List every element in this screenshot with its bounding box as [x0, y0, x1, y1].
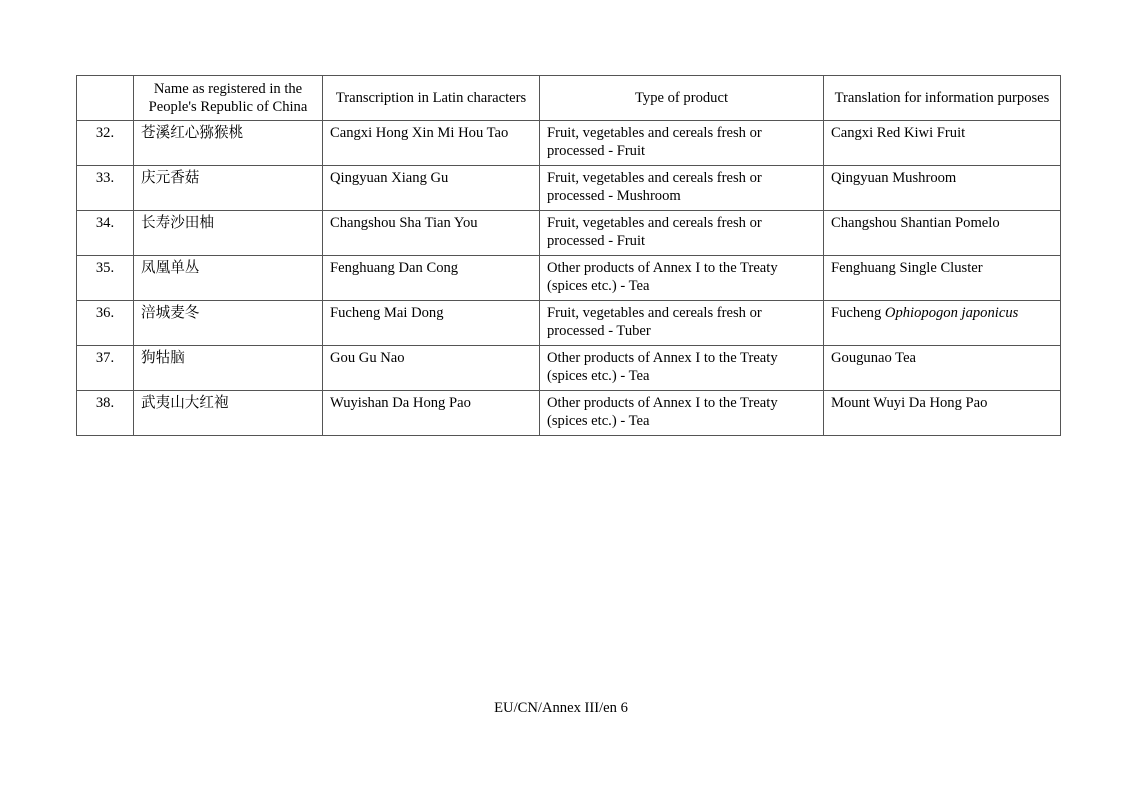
row-translation: Mount Wuyi Da Hong Pao: [824, 391, 1061, 436]
row-type: [540, 346, 824, 391]
header-name: Name as registered in the People's Republic of China: [134, 76, 323, 121]
row-type-line: Other products of Annex I to the Treaty: [547, 260, 778, 276]
row-type-line: processed - Tuber: [547, 323, 651, 339]
row-number: 33.: [77, 166, 134, 211]
header-number: [77, 76, 134, 121]
row-name: 凤凰单丛: [134, 256, 323, 301]
row-type-line: Other products of Annex I to the Treaty: [547, 395, 778, 411]
row-translation: Qingyuan Mushroom: [824, 166, 1061, 211]
row-translation: Fenghuang Single Cluster: [824, 256, 1061, 301]
table-row: [77, 211, 1061, 256]
table-row: [77, 121, 1061, 166]
row-type: [540, 301, 824, 346]
row-name: 武夷山大红袍: [134, 391, 323, 436]
row-type-line: processed - Fruit: [547, 233, 646, 249]
row-number: 38.: [77, 391, 134, 436]
row-type: [540, 256, 824, 301]
row-translation-prefix: Fucheng: [831, 305, 885, 321]
row-number: 37.: [77, 346, 134, 391]
table-row: [77, 166, 1061, 211]
row-transcription: Fucheng Mai Dong: [323, 301, 540, 346]
table-row: [77, 301, 1061, 346]
row-type-line: (spices etc.) - Tea: [547, 368, 650, 384]
row-number: 36.: [77, 301, 134, 346]
row-name: 狗牯脑: [134, 346, 323, 391]
row-type-line: Fruit, vegetables and cereals fresh or: [547, 215, 762, 231]
row-name: 苍溪红心猕猴桃: [134, 121, 323, 166]
row-translation-italic: Ophiopogon japonicus: [884, 305, 1019, 321]
row-type: [540, 121, 824, 166]
row-type-line: processed - Mushroom: [547, 188, 681, 204]
row-type-line: Fruit, vegetables and cereals fresh or: [547, 170, 762, 186]
page-footer: EU/CN/Annex III/en 6: [494, 700, 628, 716]
row-transcription: Qingyuan Xiang Gu: [323, 166, 540, 211]
row-transcription: Wuyishan Da Hong Pao: [323, 391, 540, 436]
header-transcription: Transcription in Latin characters: [323, 76, 540, 121]
header-translation: Translation for information purposes: [824, 76, 1061, 121]
table-row: [77, 256, 1061, 301]
row-type-line: (spices etc.) - Tea: [547, 413, 650, 429]
row-type-line: (spices etc.) - Tea: [547, 278, 650, 294]
row-type: [540, 391, 824, 436]
row-name: 庆元香菇: [134, 166, 323, 211]
table-header-row: [77, 76, 1061, 121]
table-row: [77, 391, 1061, 436]
row-type: [540, 211, 824, 256]
row-transcription: Changshou Sha Tian You: [323, 211, 540, 256]
row-translation: Gougunao Tea: [824, 346, 1061, 391]
gi-table: [76, 75, 1061, 436]
table-row: [77, 346, 1061, 391]
row-type-line: Fruit, vegetables and cereals fresh or: [547, 125, 762, 141]
row-transcription: Fenghuang Dan Cong: [323, 256, 540, 301]
row-type-line: Fruit, vegetables and cereals fresh or: [547, 305, 762, 321]
row-type-line: processed - Fruit: [547, 143, 646, 159]
row-translation: Changshou Shantian Pomelo: [824, 211, 1061, 256]
row-number: 35.: [77, 256, 134, 301]
row-transcription: Cangxi Hong Xin Mi Hou Tao: [323, 121, 540, 166]
row-number: 34.: [77, 211, 134, 256]
row-translation: [824, 301, 1061, 346]
header-type: Type of product: [540, 76, 824, 121]
row-name: 涪城麦冬: [134, 301, 323, 346]
row-name: 长寿沙田柚: [134, 211, 323, 256]
row-type: [540, 166, 824, 211]
row-translation: Cangxi Red Kiwi Fruit: [824, 121, 1061, 166]
row-number: 32.: [77, 121, 134, 166]
row-transcription: Gou Gu Nao: [323, 346, 540, 391]
row-type-line: Other products of Annex I to the Treaty: [547, 350, 778, 366]
